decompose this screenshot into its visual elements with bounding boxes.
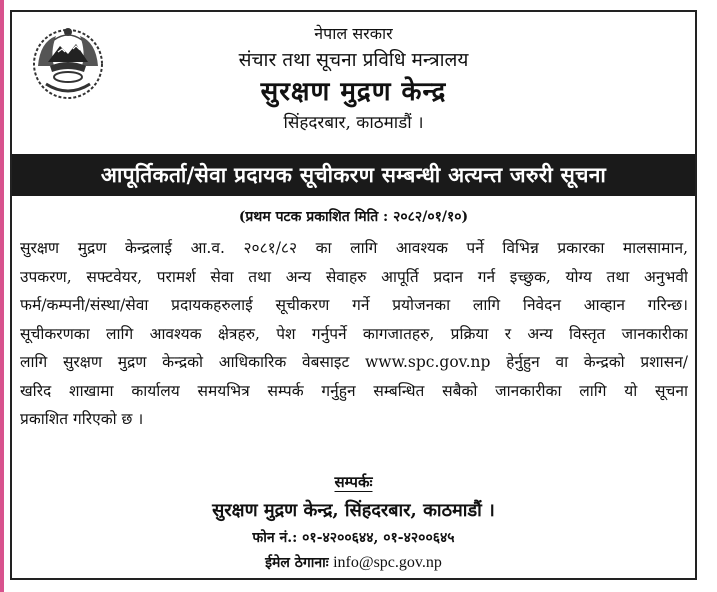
contact-email (12, 553, 695, 572)
center-address: सिंहदरबार, काठमाडौं । (283, 113, 424, 133)
body-line: उपकरण, सफ्टवेयर, परामर्श सेवा तथा अन्य सेवाहरु आपूर्ति प्रदान गर्न इच्छुक, योग्य तथा अनुभवी (20, 267, 688, 286)
body-line: प्रकाशित गरिएको छ । (20, 410, 144, 428)
contact-organization: सुरक्षण मुद्रण केन्द्र, सिंहदरबार, काठमाडौं । (212, 500, 495, 521)
center-name: सुरक्षण मुद्रण केन्द्र (260, 77, 447, 107)
contact-heading (12, 472, 695, 492)
notice-frame (10, 10, 697, 580)
body-line: सूचीकरणका लागि आवश्यक क्षेत्रहरु, पेश गर्नुपर्ने कागजातहरु, प्रक्रिया र अन्य विस्तृत जानकारीका (20, 324, 688, 343)
ministry-name: संचार तथा सूचना प्रविधि मन्त्रालय (238, 49, 469, 71)
body-line: फर्म/कम्पनी/संस्था/सेवा प्रदायकहरुलाई सूचीकरण गर्ने प्रयोजनका लागि निवेदन आव्हान गरिन्छ। (20, 296, 688, 314)
contact-heading-label: सम्पर्कः (334, 473, 373, 491)
email-label: ईमेल ठेगानाः (265, 555, 329, 571)
notice-title: आपूर्तिकर्ता/सेवा प्रदायक सूचीकरण सम्बन्धी अत्यन्त जरुरी सूचना (12, 154, 695, 196)
body-line: सुरक्षण मुद्रण केन्द्रलाई आ.व. २०८१/८२ का लागि आवश्यक पर्ने विभिन्न प्रकारका मालसामान, (20, 239, 688, 257)
contact-phone: फोन नं.: ०१-४२००६४४, ०१-४२००६४५ (252, 530, 455, 546)
body-line: खरिद शाखामा कार्यालय समयभित्र सम्पर्क गर्नुहुन सम्बन्धित सबैको जानकारीका लागि यो सूचना (20, 381, 688, 400)
notice-body (20, 234, 688, 434)
email-address: info@spc.gov.np (333, 554, 442, 571)
published-date: (प्रथम पटक प्रकाशित मिति : २०८२/०१/१०) (238, 209, 469, 225)
page-edge-strip (0, 0, 4, 592)
government-name: नेपाल सरकार (314, 24, 393, 43)
body-line: लागि सुरक्षण मुद्रण केन्द्रको आधिकारिक वेबसाइट www.spc.gov.np हेर्नुहुन वा केन्द्रको प्रशासन/ (20, 353, 688, 371)
